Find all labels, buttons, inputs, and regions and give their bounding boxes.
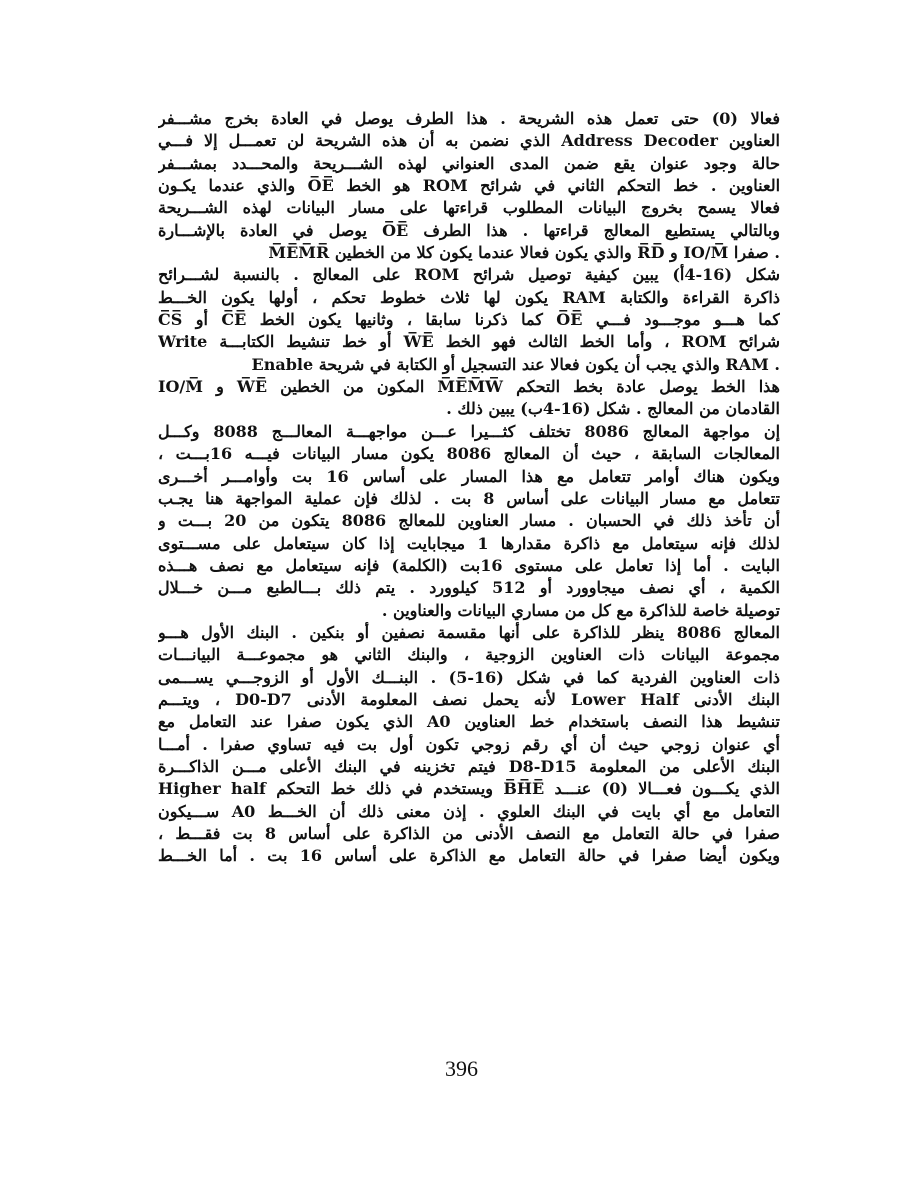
text-line: شرائح ROM ، وأما الخط الثالث فهو الخط W̅E̅ أو خط تنشيط الكتابـــة Write <box>158 332 780 352</box>
text-line: العناوين Address Decoder الذي نضمن به أن هذه الشريحة لن تعمـــل إلا فـــي <box>158 131 780 151</box>
text-line: فعالا يسمح بخروج البيانات المطلوب قراءتها على مسار البيانات لهذه الشـــريحة <box>158 198 780 218</box>
text-line: فعالا (0) حتى تعمل هذه الشريحة . هذا الطرف يوصل في العادة بخرج مشـــفر <box>158 109 780 128</box>
text-line: ذاكرة القراءة والكتابة RAM يكون لها ثلاث خطوط تحكم ، أولها يكون الخـــط <box>158 287 780 307</box>
text-line: شكل (16-4أ) يبين كيفية توصيل شرائح ROM على المعالج . بالنسبة لشـــرائح <box>158 265 780 285</box>
text-line: إن مواجهة المعالج 8086 تختلف كثـــيرا عـــن مواجهـــة المعالـــج 8088 وكـــل <box>158 421 780 441</box>
text-line: البنك الأعلى من المعلومة D8-D15 فيتم تخزينه في البنك الأعلى مـــن الذاكـــرة <box>158 756 780 776</box>
text-line: مجموعة البيانات ذات العناوين الزوجية ، والبنك الثاني هو مجموعـــة البيانـــات <box>158 645 780 665</box>
text-line: تنشيط هذا النصف باستخدام خط العناوين A0 الذي يكون صفرا عند التعامل مع <box>158 712 780 732</box>
text-line: ويكون أيضا صفرا في حالة التعامل مع الذاكرة على أساس 16 بت . أما الخـــط <box>158 846 780 866</box>
page-body <box>158 108 780 868</box>
text-line: صفرا في حالة التعامل مع النصف الأدنى من الذاكرة على أساس 8 بت فقـــط ، <box>158 824 780 843</box>
text-line: تتعامل مع مسار البيانات على أساس 8 بت . لذلك فإن عملية المواجهة هنا يجـب <box>158 488 780 508</box>
text-line: هذا الخط يوصل عادة بخط التحكم M̅E̅M̅W̅ المكون من الخطين W̅E̅ و IO/M̅ <box>158 377 780 397</box>
text-line: أن تأخذ ذلك في الحسبان . مسار العناوين للمعالج 8086 يتكون من 20 بـــت و <box>158 511 780 531</box>
text-line: المعالج 8086 ينظر للذاكرة على أنها مقسمة نصفين أو بنكين . البنك الأول هـــو <box>158 622 780 642</box>
text-line: C̅S̅ أو C̅E̅ كما ذكرنا سابقا ، وثانيها يكون الخط O̅E̅ كما هـــو موجـــود فـــي <box>158 310 780 330</box>
text-line: M̅E̅M̅R̅ والذي يكون فعالا عندما يكون كلا من الخطين R̅D̅ و IO/M̅ صفرا . <box>268 243 780 263</box>
text-line: ذات العناوين الفردية كما في شكل (16-5) . البنـــك الأول أو الزوجـــي يســـمى <box>158 667 780 687</box>
text-line: الكمية ، أي نصف ميجاوورد أو 512 كيلوورد . يتم ذلك بـــالطبع مـــن خـــلال <box>158 578 780 598</box>
text-line: وبالتالي يستطيع المعالج قراءتها . هذا الطرف O̅E̅ يوصل في العادة بالإشـــارة <box>158 220 780 240</box>
text-line: ويكون هناك أوامر تتعامل مع هذا المسار على أساس 16 بت وأوامـــر أخـــرى <box>158 466 780 486</box>
text-line: البنك الأدنى Lower Half لأنه يحمل نصف المعلومة الأدنى D0-D7 ، ويتـــم <box>158 689 780 709</box>
text-line: توصيلة خاصة للذاكرة مع كل من مساري البيانات والعناوين . <box>381 600 780 620</box>
text-line: Enable والذي يجب أن يكون فعالا عند التسجيل أو الكتابة في شريحة RAM . <box>251 354 780 374</box>
text-line: العناوين . خط التحكم الثاني في شرائح ROM هو الخط O̅E̅ والذي عندما يكـون <box>158 176 780 196</box>
text-line: لذلك فإنه سيتعامل مع ذاكرة مقدارها 1 ميجابايت إذا كان سيتعامل على مســـتوى <box>158 533 780 553</box>
text-line: البايت . أما إذا تعامل على مستوى 16بت (الكلمة) فإنه سيتعامل مع نصف هـــذه <box>158 555 780 575</box>
text-line: أي عنوان زوجي حيث أن أي رقم زوجي تكون أول بت فيه تساوي صفرا . أمـــا <box>158 734 780 754</box>
text-line: التعامل مع أي بايت في البنك العلوي . إذن معنى ذلك أن الخـــط A0 ســـيكون <box>158 801 780 821</box>
page-number: 396 <box>445 1056 478 1081</box>
text-line: حالة وجود عنوان يقع ضمن المدى العنواني لهذه الشـــريحة والمحـــدد بمشـــفر <box>158 153 780 173</box>
text-line: المعالجات السابقة ، حيث أن المعالج 8086 يكون مسار البيانات فيـــه 16بـــت ، <box>158 444 780 464</box>
text-line: Higher half ويستخدم في ذلك خط التحكم B̅H̅E̅ الذي يكـــون فعـــالا (0) عنـــد <box>158 779 780 799</box>
text-line: القادمان من المعالج . شكل (16-4ب) يبين ذلك . <box>446 399 780 419</box>
